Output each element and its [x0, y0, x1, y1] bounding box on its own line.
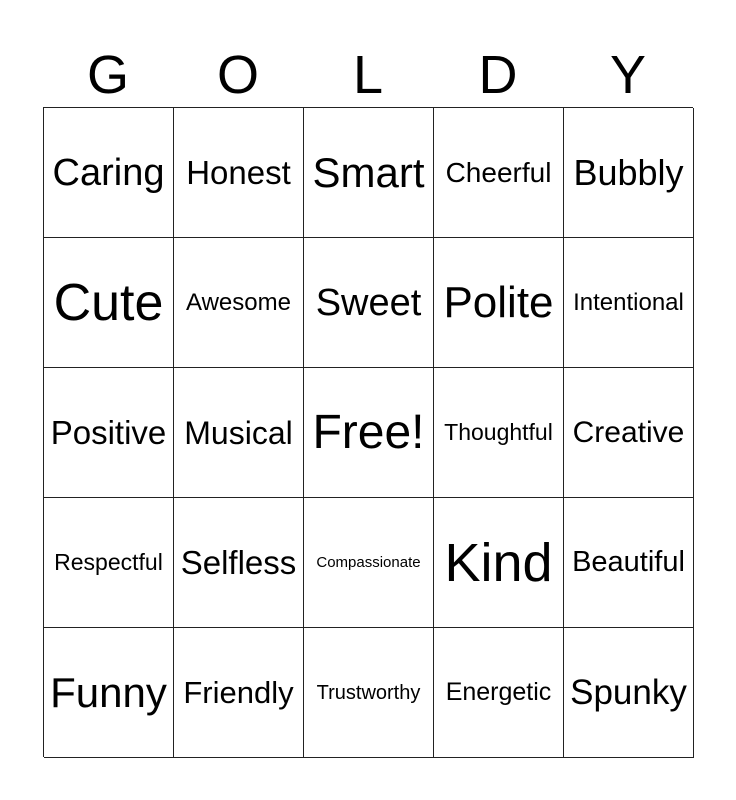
bingo-cell[interactable]: Polite	[434, 238, 564, 368]
bingo-cell[interactable]: Funny	[44, 628, 174, 758]
header-letter-g: G	[86, 45, 129, 105]
header-letter-o: O	[216, 45, 259, 105]
bingo-board	[43, 107, 693, 757]
bingo-cell[interactable]: Caring	[44, 108, 174, 238]
bingo-cell[interactable]: Honest	[174, 108, 304, 238]
bingo-cell[interactable]: Friendly	[174, 628, 304, 758]
bingo-cell[interactable]: Selfless	[174, 498, 304, 628]
bingo-cell[interactable]: Respectful	[44, 498, 174, 628]
bingo-cell[interactable]: Creative	[564, 368, 694, 498]
bingo-header	[43, 44, 693, 106]
bingo-cell[interactable]: Awesome	[174, 238, 304, 368]
bingo-cell[interactable]: Musical	[174, 368, 304, 498]
bingo-cell[interactable]: Thoughtful	[434, 368, 564, 498]
bingo-cell[interactable]: Energetic	[434, 628, 564, 758]
bingo-cell[interactable]: Smart	[304, 108, 434, 238]
header-letter-d: D	[478, 45, 518, 105]
bingo-cell[interactable]: Beautiful	[564, 498, 694, 628]
free-space-cell[interactable]: Free!	[304, 368, 434, 498]
bingo-cell[interactable]: Cheerful	[434, 108, 564, 238]
bingo-cell[interactable]: Kind	[434, 498, 564, 628]
bingo-cell[interactable]: Trustworthy	[304, 628, 434, 758]
bingo-cell[interactable]: Intentional	[564, 238, 694, 368]
bingo-cell[interactable]: Compassionate	[304, 498, 434, 628]
header-letter-l: L	[352, 45, 384, 105]
bingo-cell[interactable]: Positive	[44, 368, 174, 498]
bingo-cell[interactable]: Cute	[44, 238, 174, 368]
bingo-cell[interactable]: Sweet	[304, 238, 434, 368]
header-letter-y: Y	[609, 45, 647, 105]
bingo-cell[interactable]: Bubbly	[564, 108, 694, 238]
bingo-cell[interactable]: Spunky	[564, 628, 694, 758]
